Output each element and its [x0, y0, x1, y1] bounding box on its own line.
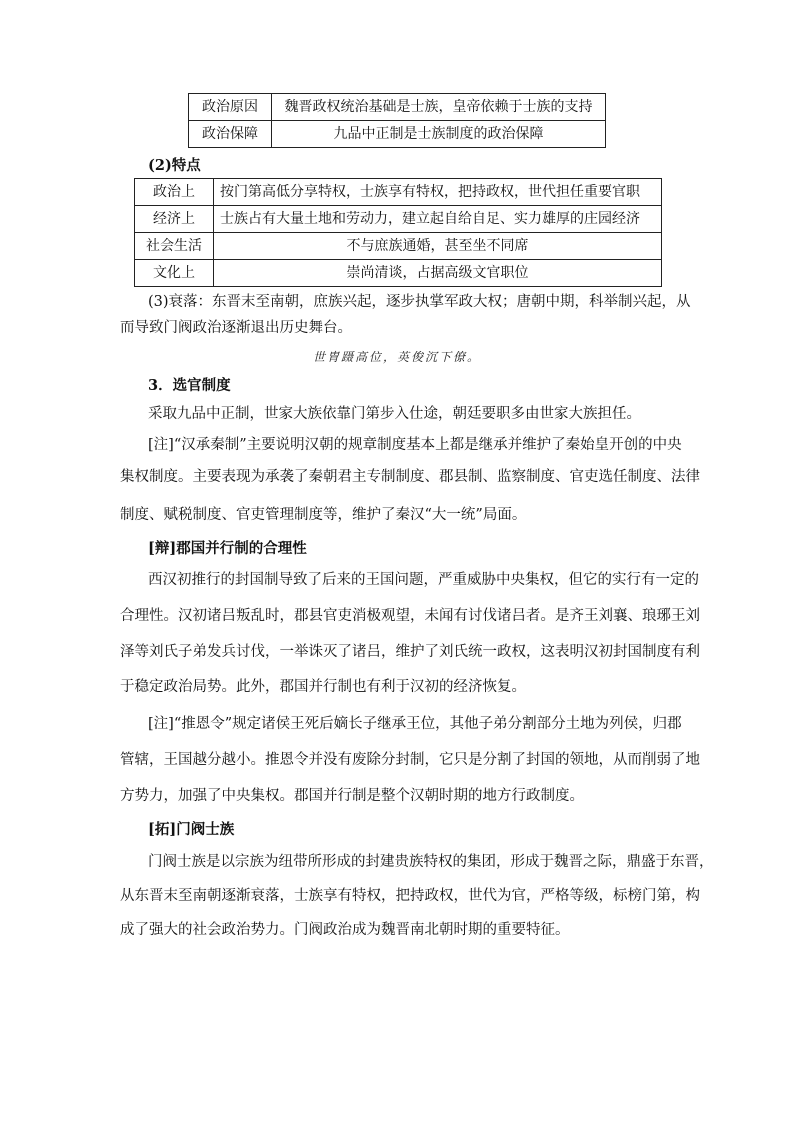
paragraph-line: 合理性。汉初诸吕叛乱时，郡县官吏消极观望，未闻有讨伐诸吕者。是齐王刘襄、琅琊王刘	[120, 608, 700, 624]
section-heading: 3．选官制度	[148, 377, 231, 394]
paragraph-line: 从东晋末至南朝逐渐衰落，士族享有特权，把持政权，世代为官，严格等级，标榜门第，构	[120, 888, 700, 904]
row-label: 社会生活	[135, 233, 214, 260]
row-label: 政治上	[135, 179, 214, 206]
paragraph-line: 而导致门阀政治逐渐退出历史舞台。	[120, 320, 352, 336]
row-content: 九品中正制是士族制度的政治保障	[272, 121, 606, 148]
table-row	[135, 179, 662, 206]
note-line: 管辖，王国越分越小。推恩令并没有废除分封制，它只是分割了封国的领地，从而削弱了地	[120, 752, 700, 768]
paragraph-line: 成了强大的社会政治势力。门阀政治成为魏晋南北朝时期的重要特征。	[120, 922, 570, 938]
causes-table	[188, 93, 606, 148]
paragraph-line: 西汉初推行的封国制导致了后来的王国问题，严重威胁中央集权，但它的实行有一定的	[148, 572, 699, 588]
row-label: 政治保障	[189, 121, 272, 148]
paragraph-line: 于稳定政治局势。此外，郡国并行制也有利于汉初的经济恢复。	[120, 679, 526, 695]
row-content: 士族占有大量土地和劳动力，建立起自给自足、实力雄厚的庄园经济	[214, 206, 662, 233]
section-heading: [辩]郡国并行制的合理性	[148, 540, 307, 557]
paragraph-line: (3)衰落：东晋末至南朝，庶族兴起，逐步执掌军政大权；唐朝中期，科举制兴起，从	[148, 294, 691, 310]
row-content: 魏晋政权统治基础是士族，皇帝依赖于士族的支持	[272, 94, 606, 121]
note-line: 方势力，加强了中央集权。郡国并行制是整个汉朝时期的地方行政制度。	[120, 788, 584, 804]
row-label: 文化上	[135, 260, 214, 287]
row-content: 崇尚清谈，占据高级文官职位	[214, 260, 662, 287]
row-content: 不与庶族通婚，甚至坐不同席	[214, 233, 662, 260]
section-heading: (2)特点	[148, 157, 201, 174]
note-line: 集权制度。主要表现为承袭了秦朝君主专制制度、郡县制、监察制度、官吏选任制度、法律	[120, 469, 700, 485]
table-row	[135, 260, 662, 287]
row-label: 经济上	[135, 206, 214, 233]
table-row	[189, 94, 606, 121]
note-line: 制度、赋税制度、官吏管理制度等，维护了秦汉“大一统”局面。	[120, 507, 527, 523]
table-row	[135, 206, 662, 233]
paragraph-line: 采取九品中正制，世家大族依靠门第步入仕途，朝廷要职多由世家大族担任。	[148, 406, 641, 422]
row-content: 按门第高低分享特权，士族享有特权，把持政权，世代担任重要官职	[214, 179, 662, 206]
features-table	[134, 178, 662, 287]
table-row	[189, 121, 606, 148]
note-line: [注]“汉承秦制”主要说明汉朝的规章制度基本上都是继承并维护了秦始皇开创的中央	[148, 437, 682, 453]
table-row	[135, 233, 662, 260]
paragraph-line: 门阀士族是以宗族为纽带所形成的封建贵族特权的集团，形成于魏晋之际，鼎盛于东晋，	[148, 854, 714, 870]
handwritten-note: 世胄蹑高位，英俊沉下僚。	[312, 350, 481, 364]
note-line: [注]“推恩令”规定诸侯王死后嫡长子继承王位，其他子弟分割部分土地为列侯，归郡	[148, 716, 682, 732]
paragraph-line: 泽等刘氏子弟发兵讨伐，一举诛灭了诸吕，维护了刘氏统一政权，这表明汉初封国制度有利	[120, 644, 700, 660]
section-heading: [拓]门阀士族	[148, 821, 235, 838]
row-label: 政治原因	[189, 94, 272, 121]
